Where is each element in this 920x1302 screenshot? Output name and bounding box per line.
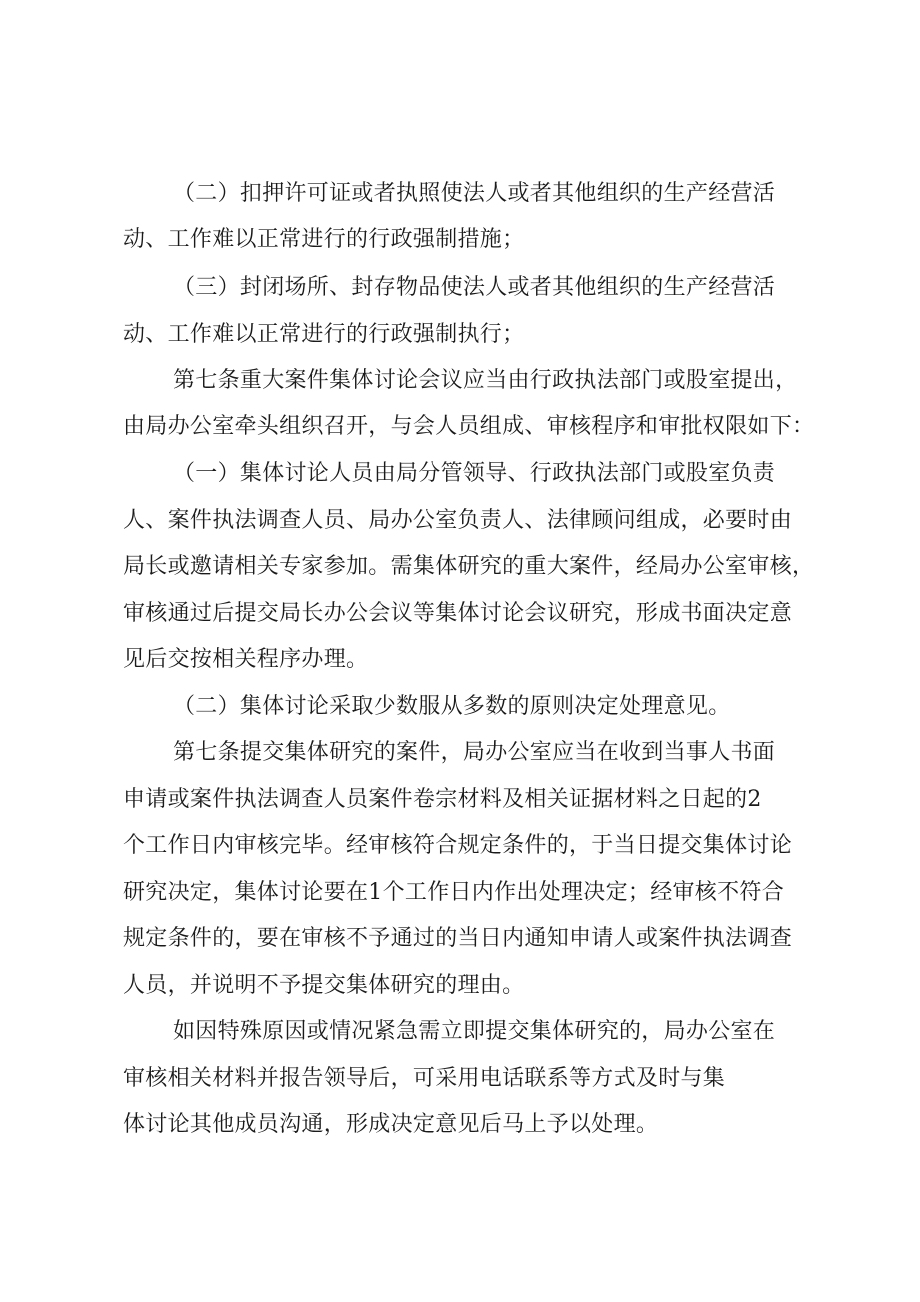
paragraph-line: 第七条提交集体研究的案件，局办公室应当在收到当事人书面 xyxy=(173,740,776,765)
paragraph-line: 体讨论其他成员沟通，形成决定意见后马上予以处理。 xyxy=(123,1112,659,1137)
paragraph-line: 由局办公室牵头组织召开，与会人员组成、审核程序和审批权限如下： xyxy=(123,414,815,439)
paragraph-line: 研究决定，集体讨论要在1个工作日内作出处理决定；经审核不符合 xyxy=(123,880,784,905)
paragraph-line: 审核相关材料并报告领导后，可采用电话联系等方式及时与集 xyxy=(123,1066,726,1091)
paragraph-line: 局长或邀请相关专家参加。需集体研究的重大案件，经局办公室审核， xyxy=(123,554,815,579)
paragraph-line: 申请或案件执法调查人员案件卷宗材料及相关证据材料之日起的2 xyxy=(123,787,762,812)
paragraph-line: 动、工作难以正常进行的行政强制措施； xyxy=(123,227,525,252)
paragraph-line: 如因特殊原因或情况紧急需立即提交集体研究的，局办公室在 xyxy=(173,1019,776,1044)
paragraph-line: （三）封闭场所、封存物品使法人或者其他组织的生产经营活 xyxy=(173,275,776,300)
paragraph-line: 动、工作难以正常进行的行政强制执行； xyxy=(123,322,525,347)
paragraph-line: 第七条重大案件集体讨论会议应当由行政执法部门或股室提出， xyxy=(173,368,798,393)
paragraph-line: 见后交按相关程序办理。 xyxy=(123,647,369,672)
paragraph-line: （一）集体讨论人员由局分管领导、行政执法部门或股室负责 xyxy=(173,461,776,486)
paragraph-line: （二）扣押许可证或者执照使法人或者其他组织的生产经营活 xyxy=(173,181,776,206)
paragraph-line: 个工作日内审核完毕。经审核符合规定条件的，于当日提交集体讨论 xyxy=(123,833,793,858)
paragraph-line: 审核通过后提交局长办公会议等集体讨论会议研究，形成书面决定意 xyxy=(123,601,793,626)
paragraph-line: 规定条件的，要在审核不予通过的当日内通知申请人或案件执法调查 xyxy=(123,926,793,951)
paragraph-line: 人员，并说明不予提交集体研究的理由。 xyxy=(123,973,525,998)
paragraph-line: 人、案件执法调查人员、局办公室负责人、法律顾问组成，必要时由 xyxy=(123,508,793,533)
paragraph-line: （二）集体讨论采取少数服从多数的原则决定处理意见。 xyxy=(173,694,731,719)
